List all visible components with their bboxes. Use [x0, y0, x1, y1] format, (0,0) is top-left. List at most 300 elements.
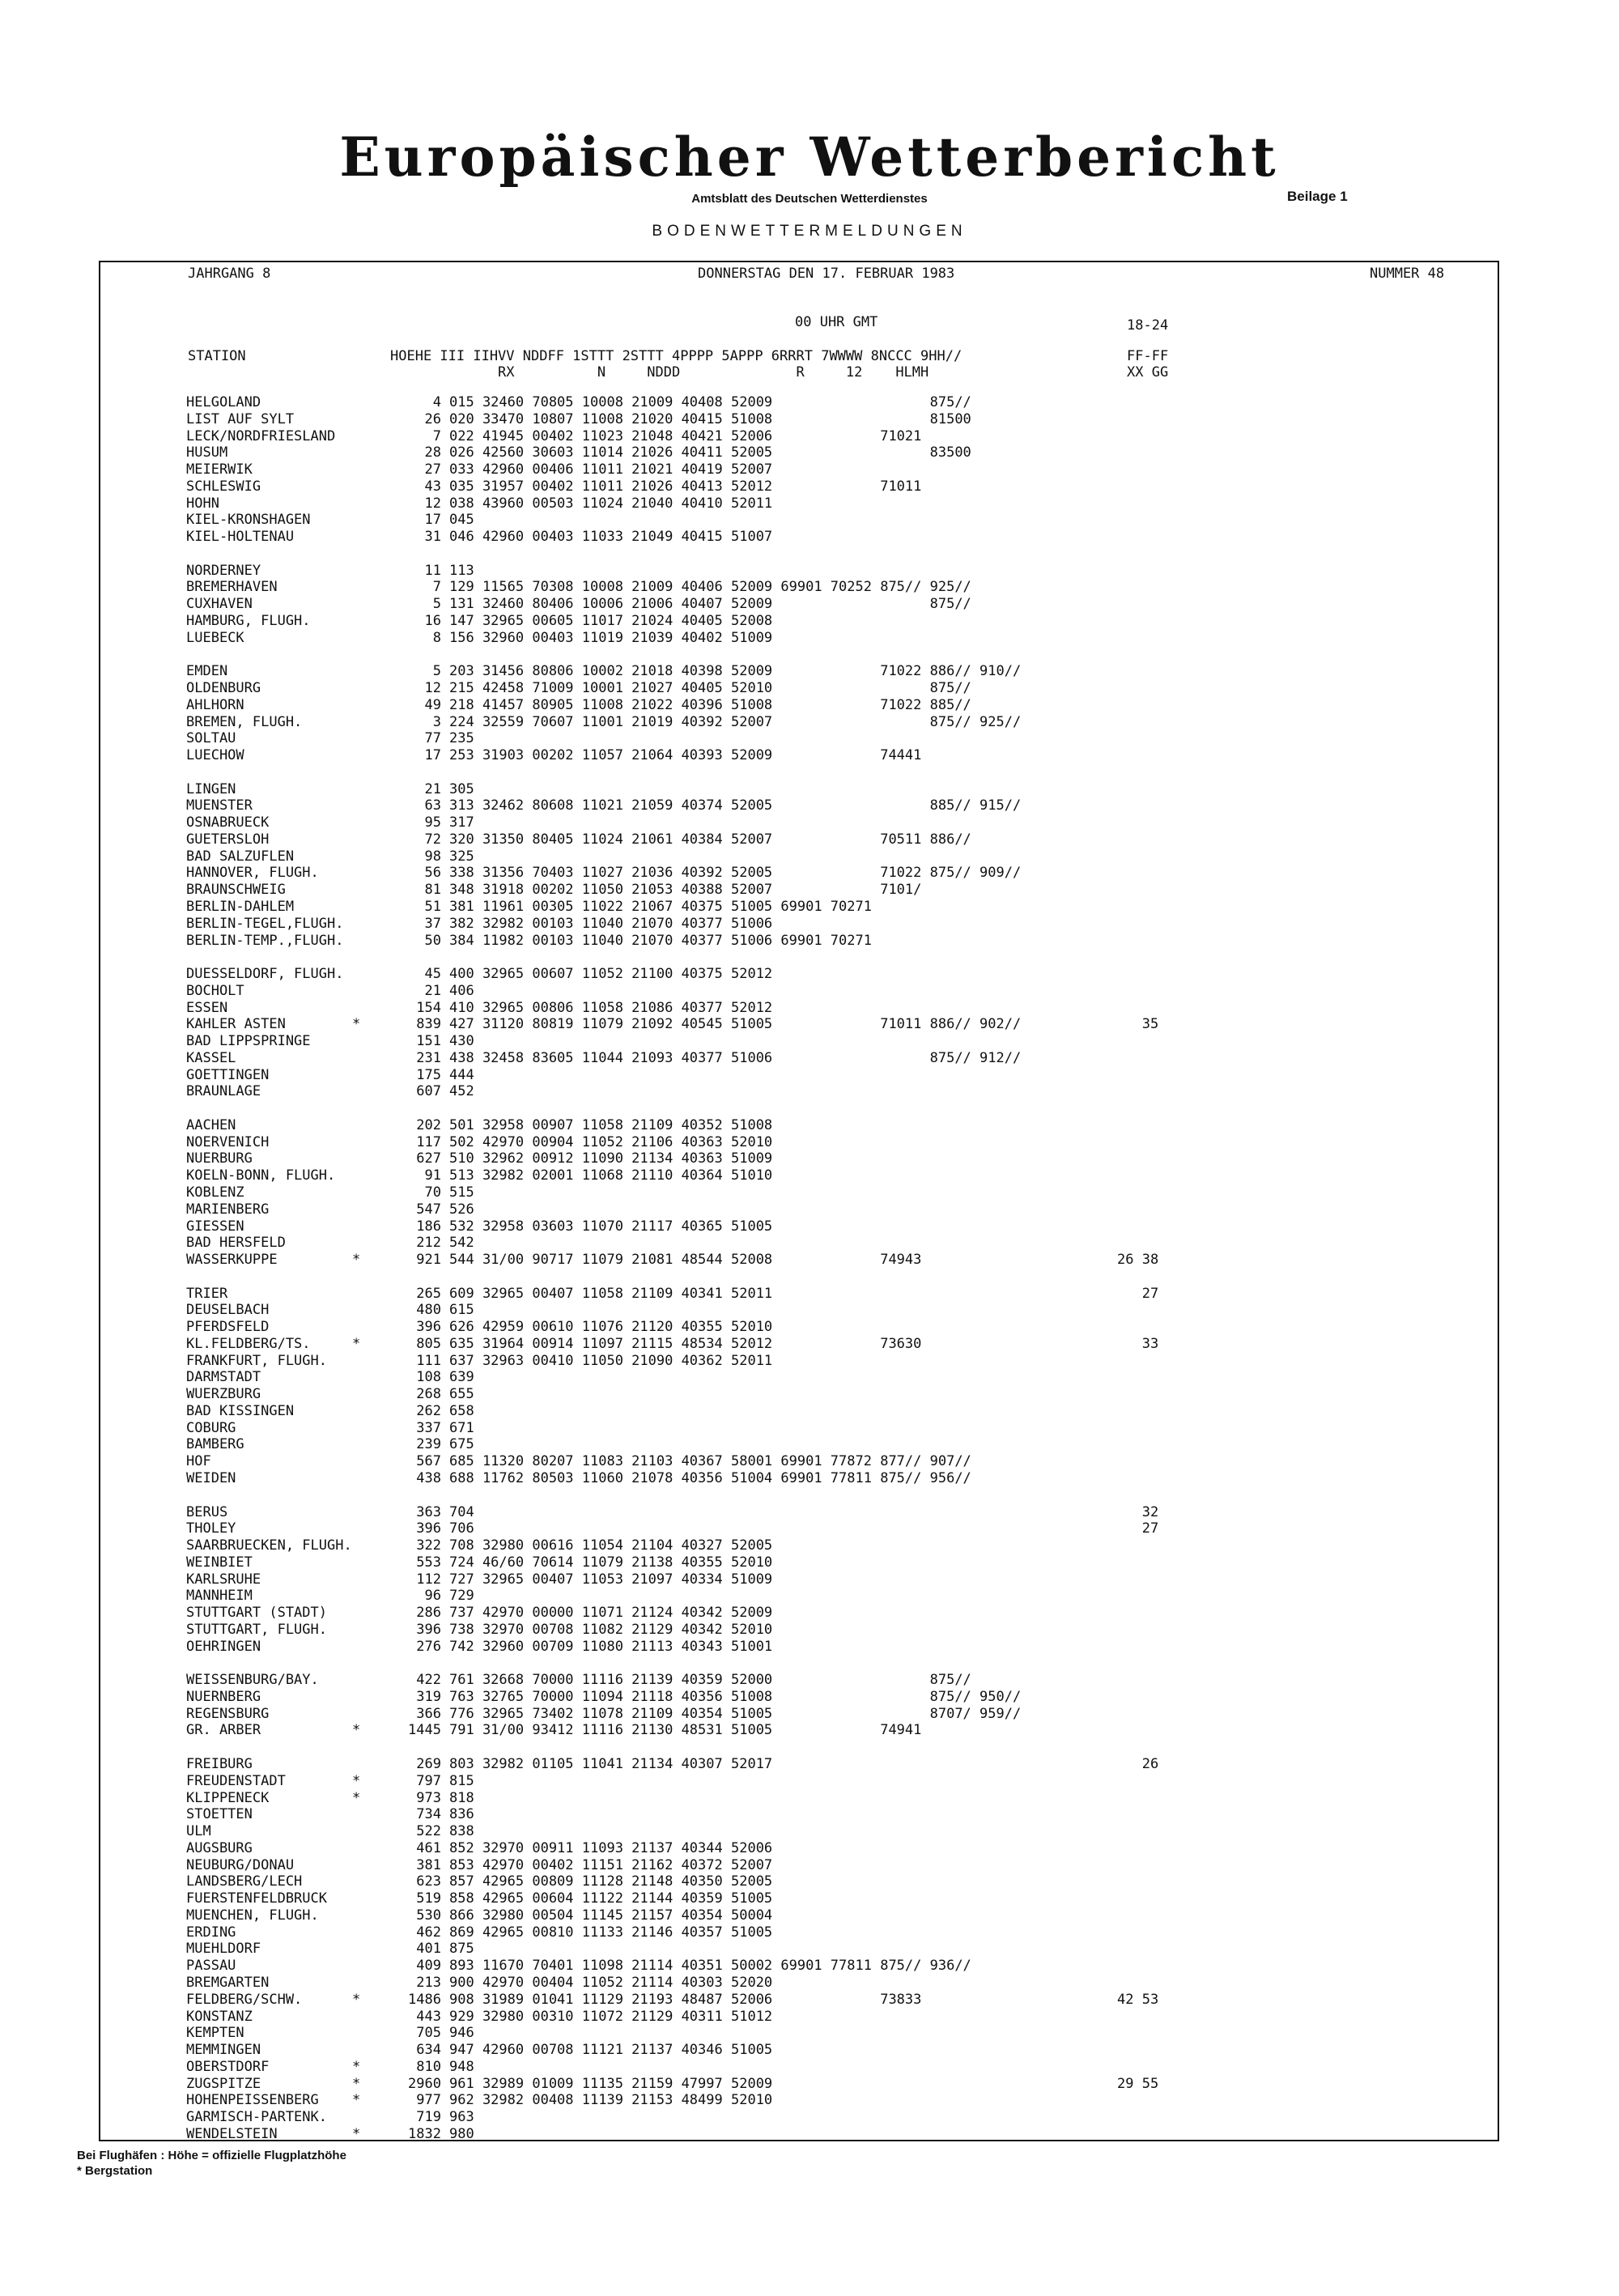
- station-codes: 427 31120 80819 11079 21092 40545 51005 71011 886// 902//: [449, 1016, 1022, 1033]
- station-codes: 639: [449, 1369, 474, 1386]
- station-height: 21: [424, 982, 441, 999]
- station-name: BREMERHAVEN: [186, 579, 278, 596]
- station-name: KOELN-BONN, FLUGH.: [186, 1167, 336, 1184]
- station-codes: 609 32965 00407 11058 21109 40341 52011: [449, 1285, 773, 1302]
- station-name: DARMSTADT: [186, 1369, 261, 1386]
- station-name: HOHN: [186, 495, 219, 512]
- mountain-station-mark: *: [352, 1772, 361, 1789]
- station-name: WASSERKUPPE: [186, 1252, 278, 1269]
- station-codes: 542: [449, 1235, 474, 1252]
- station-codes: 818: [449, 1789, 474, 1806]
- station-height: 11: [424, 562, 441, 579]
- station-height: 12: [424, 680, 441, 697]
- station-height: 45: [424, 966, 441, 983]
- station-height: 734: [416, 1806, 441, 1823]
- station-height: 839: [416, 1016, 441, 1033]
- station-codes: 224 32559 70607 11001 21019 40392 52007 875// 925//: [449, 713, 1022, 730]
- station-name: FREIBURG: [186, 1756, 253, 1773]
- station-codes: 946: [449, 2025, 474, 2042]
- station-height: 50: [424, 932, 441, 949]
- station-name: BOCHOLT: [186, 982, 244, 999]
- station-height: 366: [416, 1705, 441, 1722]
- station-height: 17: [424, 747, 441, 764]
- station-height: 1445: [408, 1722, 441, 1739]
- station-height: 26: [424, 410, 441, 427]
- station-gust: 29 55: [1117, 2075, 1159, 2092]
- station-name: MUENSTER: [186, 797, 253, 814]
- station-codes: 035 31957 00402 11011 21026 40413 52012 71011: [449, 478, 922, 495]
- station-height: 212: [416, 1235, 441, 1252]
- station-height: 96: [424, 1588, 441, 1605]
- station-height: 111: [416, 1352, 441, 1369]
- mountain-station-mark: *: [352, 1789, 361, 1806]
- station-height: 322: [416, 1537, 441, 1554]
- station-name: STUTTGART (STADT): [186, 1605, 327, 1622]
- station-codes: 875: [449, 1941, 474, 1958]
- station-name: BAD KISSINGEN: [186, 1402, 295, 1419]
- station-codes: 501 32958 00907 11058 21109 40352 51008: [449, 1116, 773, 1133]
- station-codes: 400 32965 00607 11052 21100 40375 52012: [449, 966, 773, 983]
- station-codes: 338 31356 70403 11027 21036 40392 52005 71022 875// 909//: [449, 865, 1022, 882]
- mountain-station-mark: *: [352, 2092, 361, 2109]
- station-name: HANNOVER, FLUGH.: [186, 865, 319, 882]
- station-height: 634: [416, 2042, 441, 2059]
- station-codes: 776 32965 73402 11078 21109 40354 51005 8707/ 959//: [449, 1705, 1022, 1722]
- station-name: HOHENPEISSENBERG: [186, 2092, 319, 2109]
- station-name: LUECHOW: [186, 747, 244, 764]
- issue-number: NUMMER 48: [1370, 266, 1445, 282]
- station-height: 5: [432, 596, 441, 613]
- station-name: CUXHAVEN: [186, 596, 253, 613]
- station-name: KEMPTEN: [186, 2025, 244, 2042]
- station-codes: 724 46/60 70614 11079 21138 40355 52010: [449, 1554, 773, 1571]
- station-name: OLDENBURG: [186, 680, 261, 697]
- issue-date: DONNERSTAG DEN 17. FEBRUAR 1983: [698, 266, 955, 282]
- station-name: HELGOLAND: [186, 394, 261, 410]
- station-name: ULM: [186, 1823, 211, 1840]
- station-codes: 515: [449, 1184, 474, 1201]
- mountain-station-mark: *: [352, 1722, 361, 1739]
- station-codes: 866 32980 00504 11145 21157 40354 50004: [449, 1907, 773, 1924]
- gust-column-header-line2: XX GG: [1127, 364, 1169, 381]
- station-height: 51: [424, 898, 441, 915]
- station-height: 27: [424, 461, 441, 478]
- station-codes: 791 31/00 93412 11116 21130 48531 51005 74941: [449, 1722, 922, 1739]
- station-height: 213: [416, 1974, 441, 1991]
- station-name: KLIPPENECK: [186, 1789, 270, 1806]
- station-name: BAD HERSFELD: [186, 1235, 286, 1252]
- station-height: 623: [416, 1873, 441, 1890]
- station-height: 627: [416, 1150, 441, 1167]
- station-name: MUENCHEN, FLUGH.: [186, 1907, 319, 1924]
- station-codes: 022 41945 00402 11023 21048 40421 52006 71021: [449, 427, 922, 444]
- station-height: 37: [424, 915, 441, 932]
- station-height: 98: [424, 848, 441, 865]
- station-name: LINGEN: [186, 780, 236, 797]
- station-name: FUERSTENFELDBRUCK: [186, 1890, 327, 1907]
- station-codes: 929 32980 00310 11072 21129 40311 51012: [449, 2008, 773, 2025]
- station-name: LIST AUF SYLT: [186, 410, 295, 427]
- station-height: 17: [424, 512, 441, 529]
- station-codes: 615: [449, 1302, 474, 1319]
- station-height: 409: [416, 1958, 441, 1975]
- station-name: COBURG: [186, 1419, 236, 1436]
- station-height: 396: [416, 1621, 441, 1638]
- station-height: 8: [432, 629, 441, 646]
- station-height: 530: [416, 1907, 441, 1924]
- station-codes: 113: [449, 562, 474, 579]
- station-height: 108: [416, 1369, 441, 1386]
- station-name: BREMGARTEN: [186, 1974, 270, 1991]
- station-name: STOETTEN: [186, 1806, 253, 1823]
- station-height: 21: [424, 780, 441, 797]
- station-gust: 27: [1117, 1520, 1159, 1537]
- station-name: OEHRINGEN: [186, 1638, 261, 1655]
- station-codes: 129 11565 70308 10008 21009 40406 52009 69901 70252 875// 925//: [449, 579, 971, 596]
- station-height: 547: [416, 1201, 441, 1218]
- station-height: 265: [416, 1285, 441, 1302]
- footnote-airport-height: Bei Flughäfen : Höhe = offizielle Flugplatzhöhe: [77, 2149, 346, 2162]
- station-codes: 869 42965 00810 11133 21146 40357 51005: [449, 1924, 773, 1941]
- station-codes: 015 32460 70805 10008 21009 40408 52009 875//: [449, 394, 971, 410]
- station-height: 461: [416, 1839, 441, 1856]
- station-codes: 626 42959 00610 11076 21120 40355 52010: [449, 1319, 773, 1336]
- station-name: LUEBECK: [186, 629, 244, 646]
- station-codes: 131 32460 80406 10006 21006 40407 52009 875//: [449, 596, 971, 613]
- station-name: FELDBERG/SCHW.: [186, 1991, 303, 2008]
- station-height: 151: [416, 1033, 441, 1050]
- station-name: KAHLER ASTEN: [186, 1016, 286, 1033]
- section-heading: BODENWETTERMELDUNGEN: [652, 223, 967, 240]
- station-name: MEIERWIK: [186, 461, 253, 478]
- station-codes: 637 32963 00410 11050 21090 40362 52011: [449, 1352, 773, 1369]
- volume-label: JAHRGANG 8: [188, 266, 271, 282]
- station-codes: 532 32958 03603 11070 21117 40365 51005: [449, 1218, 773, 1235]
- station-codes: 858 42965 00604 11122 21144 40359 51005: [449, 1890, 773, 1907]
- station-name: KONSTANZ: [186, 2008, 253, 2025]
- supplement-label: Beilage 1: [1287, 189, 1348, 204]
- station-codes: 836: [449, 1806, 474, 1823]
- station-name: GR. ARBER: [186, 1722, 261, 1739]
- station-name: KL.FELDBERG/TS.: [186, 1335, 311, 1352]
- station-height: 396: [416, 1520, 441, 1537]
- station-name: NOERVENICH: [186, 1133, 270, 1150]
- station-name: OBERSTDORF: [186, 2058, 270, 2075]
- station-codes: 852 32970 00911 11093 21137 40344 52006: [449, 1839, 773, 1856]
- station-name: KOBLENZ: [186, 1184, 244, 1201]
- station-name: BERLIN-TEMP.,FLUGH.: [186, 932, 344, 949]
- station-height: 5: [432, 663, 441, 680]
- station-height: 231: [416, 1049, 441, 1066]
- station-height: 719: [416, 2109, 441, 2126]
- station-height: 202: [416, 1116, 441, 1133]
- station-name: MANNHEIM: [186, 1588, 253, 1605]
- code-column-header-line1: HOEHE III IIHVV NDDFF 1STTT 2STTT 4PPPP 5APPP 6RRRT 7WWWW 8NCCC 9HH//: [390, 348, 962, 364]
- station-codes: 688 11762 80503 11060 21078 40356 51004 69901 77811 875// 956//: [449, 1470, 971, 1486]
- station-height: 4: [432, 394, 441, 410]
- station-height: 31: [424, 529, 441, 546]
- station-height: 401: [416, 1941, 441, 1958]
- station-name: OSNABRUECK: [186, 814, 270, 831]
- station-codes: 908 31989 01041 11129 21193 48487 52006 73833: [449, 1991, 922, 2008]
- station-codes: 838: [449, 1823, 474, 1840]
- station-height: 1832: [408, 2125, 441, 2142]
- station-codes: 348 31918 00202 11050 21053 40388 52007 7101/: [449, 882, 922, 899]
- station-height: 567: [416, 1453, 441, 1470]
- station-codes: 438 32458 83605 11044 21093 40377 51006 875// 912//: [449, 1049, 1022, 1066]
- station-name: BERLIN-TEGEL,FLUGH.: [186, 915, 344, 932]
- station-codes: 742 32960 00709 11080 21113 40343 51001: [449, 1638, 773, 1655]
- station-codes: 156 32960 00403 11019 21039 40402 51009: [449, 629, 773, 646]
- station-name: SOLTAU: [186, 730, 236, 747]
- station-height: 239: [416, 1436, 441, 1453]
- station-codes: 635 31964 00914 11097 21115 48534 52012 73630: [449, 1335, 922, 1352]
- station-codes: 147 32965 00605 11017 21024 40405 52008: [449, 612, 773, 629]
- station-codes: 857 42965 00809 11128 21148 40350 52005: [449, 1873, 773, 1890]
- station-codes: 526: [449, 1201, 474, 1218]
- station-height: 112: [416, 1571, 441, 1588]
- station-codes: 253 31903 00202 11057 21064 40393 52009 74441: [449, 747, 922, 764]
- station-name: AHLHORN: [186, 696, 244, 713]
- station-codes: 320 31350 80405 11024 21061 40384 52007 70511 886//: [449, 831, 971, 848]
- station-codes: 803 32982 01105 11041 21134 40307 52017: [449, 1756, 773, 1773]
- station-height: 7: [432, 579, 441, 596]
- station-gust: 26 38: [1117, 1252, 1159, 1269]
- station-name: BRAUNSCHWEIG: [186, 882, 286, 899]
- station-gust: 26: [1117, 1756, 1159, 1773]
- station-name: BERLIN-DAHLEM: [186, 898, 295, 915]
- station-codes: 203 31456 80806 10002 21018 40398 52009 71022 886// 910//: [449, 663, 1022, 680]
- station-codes: 313 32462 80608 11021 21059 40374 52005 885// 915//: [449, 797, 1022, 814]
- mountain-station-mark: *: [352, 1016, 361, 1033]
- station-codes: 900 42970 00404 11052 21114 40303 52020: [449, 1974, 773, 1991]
- station-name: TRIER: [186, 1285, 228, 1302]
- station-name: LECK/NORDFRIESLAND: [186, 427, 336, 444]
- station-codes: 763 32765 70000 11094 21118 40356 51008 875// 950//: [449, 1688, 1022, 1705]
- station-height: 438: [416, 1470, 441, 1486]
- station-name: KIEL-HOLTENAU: [186, 529, 295, 546]
- station-codes: 893 11670 70401 11098 21114 40351 50002 69901 77811 875// 936//: [449, 1958, 971, 1975]
- station-name: NUERBURG: [186, 1150, 253, 1167]
- station-codes: 502 42970 00904 11052 21106 40363 52010: [449, 1133, 773, 1150]
- station-height: 977: [416, 2092, 441, 2109]
- station-height: 7: [432, 427, 441, 444]
- station-name: STUTTGART, FLUGH.: [186, 1621, 327, 1638]
- observation-time: 00 UHR GMT: [795, 314, 878, 330]
- station-codes: 382 32982 00103 11040 21070 40377 51006: [449, 915, 773, 932]
- station-codes: 452: [449, 1083, 474, 1100]
- mountain-station-mark: *: [352, 1991, 361, 2008]
- station-codes: 406: [449, 982, 474, 999]
- station-codes: 685 11320 80207 11083 21103 40367 58001 69901 77872 877// 907//: [449, 1453, 971, 1470]
- station-height: 422: [416, 1672, 441, 1689]
- station-codes: 708 32980 00616 11054 21104 40327 52005: [449, 1537, 773, 1554]
- station-name: REGENSBURG: [186, 1705, 270, 1722]
- station-height: 810: [416, 2058, 441, 2075]
- mountain-station-mark: *: [352, 2075, 361, 2092]
- station-name: WENDELSTEIN: [186, 2125, 278, 2142]
- station-codes: 761 32668 70000 11116 21139 40359 52000 875//: [449, 1672, 971, 1689]
- station-codes: 948: [449, 2058, 474, 2075]
- station-height: 705: [416, 2025, 441, 2042]
- station-name: KARLSRUHE: [186, 1571, 261, 1588]
- station-height: 63: [424, 797, 441, 814]
- station-codes: 815: [449, 1772, 474, 1789]
- station-codes: 513 32982 02001 11068 21110 40364 51010: [449, 1167, 773, 1184]
- station-codes: 544 31/00 90717 11079 21081 48544 52008 74943: [449, 1252, 922, 1269]
- station-gust: 35: [1117, 1016, 1159, 1033]
- station-codes: 655: [449, 1386, 474, 1403]
- station-name: BAD LIPPSPRINGE: [186, 1033, 311, 1050]
- station-height: 12: [424, 495, 441, 512]
- station-codes: 963: [449, 2109, 474, 2126]
- station-codes: 658: [449, 1402, 474, 1419]
- station-name: GIESSEN: [186, 1218, 244, 1235]
- station-height: 154: [416, 999, 441, 1016]
- publication-subtitle: Amtsblatt des Deutschen Wetterdienstes: [691, 192, 928, 206]
- station-height: 77: [424, 730, 441, 747]
- station-height: 553: [416, 1554, 441, 1571]
- station-name: BAD SALZUFLEN: [186, 848, 295, 865]
- station-name: PFERDSFELD: [186, 1319, 270, 1336]
- station-height: 319: [416, 1688, 441, 1705]
- station-height: 519: [416, 1890, 441, 1907]
- station-height: 381: [416, 1856, 441, 1873]
- station-gust: 42 53: [1117, 1991, 1159, 2008]
- footnotes: [77, 2148, 346, 2179]
- station-name: MARIENBERG: [186, 1201, 270, 1218]
- station-height: 56: [424, 865, 441, 882]
- station-height: 480: [416, 1302, 441, 1319]
- station-codes: 947 42960 00708 11121 21137 40346 51005: [449, 2042, 773, 2059]
- station-name: WEINBIET: [186, 1554, 253, 1571]
- station-name: THOLEY: [186, 1520, 236, 1537]
- station-height: 2960: [408, 2075, 441, 2092]
- station-codes: 325: [449, 848, 474, 865]
- station-height: 91: [424, 1167, 441, 1184]
- station-height: 396: [416, 1319, 441, 1336]
- report-frame: [99, 261, 1499, 2141]
- station-gust: 32: [1117, 1503, 1159, 1520]
- station-codes: 962 32982 00408 11139 21153 48499 52010: [449, 2092, 773, 2109]
- station-codes: 671: [449, 1419, 474, 1436]
- station-name: BAMBERG: [186, 1436, 244, 1453]
- station-name: WUERZBURG: [186, 1386, 261, 1403]
- station-codes: 384 11982 00103 11040 21070 40377 51006 69901 70271: [449, 932, 872, 949]
- station-name: ERDING: [186, 1924, 236, 1941]
- station-height: 186: [416, 1218, 441, 1235]
- station-codes: 033 42960 00406 11011 21021 40419 52007: [449, 461, 773, 478]
- station-name: GOETTINGEN: [186, 1066, 270, 1083]
- station-name: DEUSELBACH: [186, 1302, 270, 1319]
- station-name: FREUDENSTADT: [186, 1772, 286, 1789]
- station-height: 276: [416, 1638, 441, 1655]
- station-height: 262: [416, 1402, 441, 1419]
- station-height: 16: [424, 612, 441, 629]
- station-height: 1486: [408, 1991, 441, 2008]
- station-name: GUETERSLOH: [186, 831, 270, 848]
- station-height: 286: [416, 1605, 441, 1622]
- station-name: EMDEN: [186, 663, 228, 680]
- station-name: AACHEN: [186, 1116, 236, 1133]
- station-height: 175: [416, 1066, 441, 1083]
- station-name: NORDERNEY: [186, 562, 261, 579]
- station-name: HOF: [186, 1453, 211, 1470]
- station-codes: 020 33470 10807 11008 21020 40415 51008 81500: [449, 410, 971, 427]
- station-codes: 704: [449, 1503, 474, 1520]
- station-height: 117: [416, 1133, 441, 1150]
- station-height: 49: [424, 696, 441, 713]
- gust-period: 18-24: [1127, 317, 1169, 334]
- station-gust: 33: [1117, 1335, 1159, 1352]
- station-height: 70: [424, 1184, 441, 1201]
- station-name: BERUS: [186, 1503, 228, 1520]
- station-height: 268: [416, 1386, 441, 1403]
- station-height: 3: [432, 713, 441, 730]
- station-codes: 026 42560 30603 11014 21026 40411 52005 83500: [449, 444, 971, 461]
- mountain-station-mark: *: [352, 2125, 361, 2142]
- station-name: NUERNBERG: [186, 1688, 261, 1705]
- station-height: 797: [416, 1772, 441, 1789]
- station-codes: 305: [449, 780, 474, 797]
- station-name: LANDSBERG/LECH: [186, 1873, 303, 1890]
- station-codes: 381 11961 00305 11022 21067 40375 51005 69901 70271: [449, 898, 872, 915]
- station-codes: 727 32965 00407 11053 21097 40334 51009: [449, 1571, 773, 1588]
- page-title: Europäischer Wetterbericht: [339, 125, 1280, 189]
- station-codes: 444: [449, 1066, 474, 1083]
- station-name: HAMBURG, FLUGH.: [186, 612, 311, 629]
- station-name: SCHLESWIG: [186, 478, 261, 495]
- station-height: 269: [416, 1756, 441, 1773]
- station-height: 95: [424, 814, 441, 831]
- footnote-mountain-station: * Bergstation: [77, 2164, 153, 2178]
- gust-column-header-line1: FF-FF: [1127, 348, 1169, 364]
- station-height: 43: [424, 478, 441, 495]
- station-name: DUESSELDORF, FLUGH.: [186, 966, 344, 983]
- station-name: MUEHLDORF: [186, 1941, 261, 1958]
- station-name: SAARBRUECKEN, FLUGH.: [186, 1537, 352, 1554]
- station-name: BREMEN, FLUGH.: [186, 713, 303, 730]
- station-gust: 27: [1117, 1285, 1159, 1302]
- station-codes: 510 32962 00912 11090 21134 40363 51009: [449, 1150, 773, 1167]
- station-column-header: STATION: [188, 348, 246, 364]
- station-codes: 737 42970 00000 11071 21124 40342 52009: [449, 1605, 773, 1622]
- station-name: WEIDEN: [186, 1470, 236, 1486]
- station-height: 607: [416, 1083, 441, 1100]
- station-codes: 410 32965 00806 11058 21086 40377 52012: [449, 999, 773, 1016]
- station-name: WEISSENBURG/BAY.: [186, 1672, 319, 1689]
- station-codes: 235: [449, 730, 474, 747]
- station-name: NEUBURG/DONAU: [186, 1856, 295, 1873]
- station-height: 337: [416, 1419, 441, 1436]
- station-name: MEMMINGEN: [186, 2042, 261, 2059]
- station-name: PASSAU: [186, 1958, 236, 1975]
- station-name: ZUGSPITZE: [186, 2075, 261, 2092]
- station-codes: 980: [449, 2125, 474, 2142]
- station-height: 921: [416, 1252, 441, 1269]
- station-codes: 706: [449, 1520, 474, 1537]
- station-name: FRANKFURT, FLUGH.: [186, 1352, 327, 1369]
- station-height: 805: [416, 1335, 441, 1352]
- station-codes: 738 32970 00708 11082 21129 40342 52010: [449, 1621, 773, 1638]
- station-name: AUGSBURG: [186, 1839, 253, 1856]
- station-codes: 675: [449, 1436, 474, 1453]
- station-codes: 038 43960 00503 11024 21040 40410 52011: [449, 495, 773, 512]
- station-codes: 430: [449, 1033, 474, 1050]
- mountain-station-mark: *: [352, 1335, 361, 1352]
- station-codes: 729: [449, 1588, 474, 1605]
- station-name: ESSEN: [186, 999, 228, 1016]
